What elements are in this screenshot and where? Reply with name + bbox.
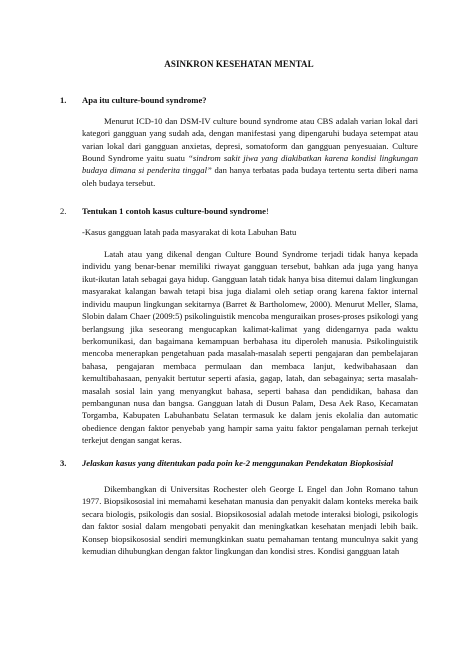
answer-2 xyxy=(82,248,418,447)
answer-1-text-b: dan hanya terbatas pada budaya tertentu serta diberi nama oleh budaya tersebut. xyxy=(82,165,418,188)
question-2-heading: Tentukan 1 contoh kasus culture-bound syndrome xyxy=(82,206,266,217)
question-2 xyxy=(60,205,418,217)
answer-1 xyxy=(82,115,418,189)
answer-3-paragraph: Dikembangkan di Universitas Rochester oleh George L Engel dan John Romano tahun 1977. Biopsikososial ini memahami kesehatan manusia dan penyakit dalam konteks mereka baik secara biologis, psikologis dan sosial. Biopsikososial adalah metode interaksi biologi, psikologis dan faktor sosial dalam mengobati penyakit dan meningkatkan kesehatan menjadi lebih baik. Konsep biopsikososial sendiri memungkinkan suatu pemahaman tentang munculnya sakit yang kemudian dihubungkan dengan faktor lingkungan dan kondisi stres. Kondisi gangguan latah xyxy=(82,483,418,556)
question-2-heading-wrap xyxy=(82,205,418,217)
question-3-number: 3. xyxy=(60,457,67,468)
answer-2-paragraph: Latah atau yang dikenal dengan Culture Bound Syndrome terjadi tidak hanya kepada individu yang benar-benar memiliki riwayat gangguan tersebut, bahkan ada juga yang hanya ikut-ikutan latah sebagai gaya hidup. Gangguan latah tidak hanya bisa ditemui dalam lingkungan masyarakat kalangan bawah tetapi bisa juga dialami oleh setiap orang karena faktor internal individu maupun lingkungan sekitarnya (Barret & Bartholomew, 2000). Menurut Meller, Slama, Slobin dalam Chaer (2009:5) psikolinguistik mencoba menguraikan proses-proses psikologi yang berlangsung jika seseorang mengucapkan kalimat-kalimat yang didengarnya pada waktu berkomunikasi, dan bagaimana kemampuan berbahasa itu diperoleh manusia. Psikolinguistik mencoba menerapkan pengetahuan pada masalah-masalah seperti pengajaran dan pembelajaran bahasa, pengajaran membaca permulaan dan membaca lanjut, kedwibahasaan dan kemultibahasaan, penyakit bertutur seperti afasia, gagap, latah, dan sebagainya; serta masalah-masalah sosial lain yang menyangkut bahasa, seperti bahasa dan pendidikan, bahasa dan pembangunan nusa dan bangsa. Gangguan latah di Dusun Palam, Desa Aek Raso, Kecamatan Torgamba, Kabupaten Labuhanbatu Selatan termasuk ke dalam jenis ekolalia dan automatic obedience dengan faktor penyebab yang hampir sama yaitu faktor pengalaman pernah terkejut terkejut dengan sangat keras. xyxy=(82,249,418,446)
answer-1-quote: “sindrom sakit jiwa yang diakibatkan karena kondisi lingkungan budaya dimana si penderita tinggal” xyxy=(82,153,418,176)
question-3 xyxy=(60,457,418,469)
question-1-number: 1. xyxy=(60,95,67,106)
answer-3 xyxy=(82,483,418,557)
question-1 xyxy=(60,94,418,106)
answer-2-case-line: -Kasus gangguan latah pada masyarakat di kota Labuhan Batu xyxy=(82,226,297,237)
question-1-heading: Apa itu culture-bound syndrome? xyxy=(82,95,207,106)
answer-1-paragraph xyxy=(82,115,418,189)
document-title: ASINKRON KESEHATAN MENTAL xyxy=(164,59,314,69)
question-2-number: 2. xyxy=(60,206,67,217)
answer-1-text-a: Menurut ICD-10 dan DSM-IV culture bound syndrome atau CBS adalah varian lokal dari kategori gangguan yang sudah ada, dengan manifestasi yang dipengaruhi budaya setempat atau varian lokal dari gangguan anxietas, depresi, somatoform dan gangguan penyesuaian. Culture Bound Syndrome yaitu suatu xyxy=(82,115,418,164)
question-3-heading: Jelaskan kasus yang ditentukan pada poin ke-2 menggunakan Pendekatan Biopkosisial xyxy=(82,457,394,468)
question-2-heading-suffix: ! xyxy=(265,206,269,217)
